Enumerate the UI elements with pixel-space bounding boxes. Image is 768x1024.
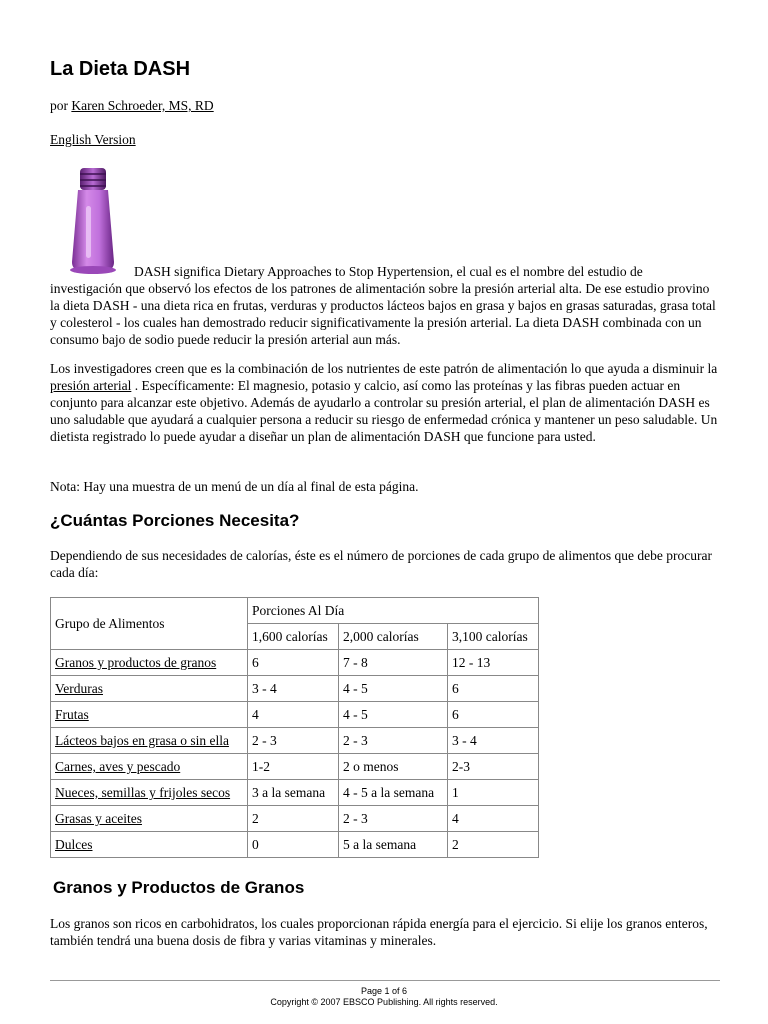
food-group-link[interactable]: Frutas — [55, 707, 89, 722]
research-text-start: Los investigadores creen que es la combinación de los nutrientes de este patrón de alimentación lo que ayuda a disminuir la — [50, 361, 718, 376]
table-row — [51, 780, 539, 806]
english-version-paragraph — [50, 131, 136, 148]
table-cell: 2-3 — [448, 754, 539, 780]
table-cell: 0 — [248, 832, 339, 858]
byline — [50, 97, 214, 114]
calorie-header-cell: 3,100 calorías — [448, 624, 539, 650]
salt-shaker-image — [64, 166, 122, 274]
table-cell: 3 - 4 — [248, 676, 339, 702]
table-cell: 6 — [448, 676, 539, 702]
table-cell: 2 - 3 — [339, 728, 448, 754]
table-row — [51, 676, 539, 702]
table-row — [51, 650, 539, 676]
table-cell: 1 — [448, 780, 539, 806]
portions-intro-paragraph: Dependiendo de sus necesidades de calorías, éste es el número de porciones de cada grupo de alimentos que debe procurar cada día: — [50, 548, 712, 580]
table-cell: 2 o menos — [339, 754, 448, 780]
table-cell: 3 a la semana — [248, 780, 339, 806]
food-group-link[interactable]: Granos y productos de granos — [55, 655, 217, 670]
food-group-link[interactable]: Dulces — [55, 837, 93, 852]
food-group-link[interactable]: Carnes, aves y pescado — [55, 759, 181, 774]
research-text-end: . Específicamente: El magnesio, potasio y calcio, así como las proteínas y las fibras pueden actuar en conjunto para alcanzar este objetivo. Además de ayudarlo a controlar su presión arterial, el plan de alimentación DASH es uno saludable que ayudará a cualquier persona a reducir su riesgo de enfermedad crónica y mantener un peso saludable. Un dietista registrado lo puede ayudar a diseñar un plan de alimentación DASH que funcione para usted. — [50, 378, 718, 444]
table-cell: 2 — [248, 806, 339, 832]
author-link[interactable]: Karen Schroeder, MS, RD — [71, 98, 214, 113]
section-heading-portions: ¿Cuántas Porciones Necesita? — [50, 511, 300, 530]
table-cell: 5 a la semana — [339, 832, 448, 858]
section-heading-grains: Granos y Productos de Granos — [53, 878, 305, 897]
table-cell: 1-2 — [248, 754, 339, 780]
research-paragraph — [50, 360, 718, 445]
page-number: Page 1 of 6 — [360, 986, 408, 996]
food-group-link[interactable]: Nueces, semillas y frijoles secos — [55, 785, 231, 800]
table-cell: 2 - 3 — [339, 806, 448, 832]
table-cell: 4 — [448, 806, 539, 832]
table-cell: 7 - 8 — [339, 650, 448, 676]
intro-paragraph: DASH significa Dietary Approaches to Stop Hypertension, el cual es el nombre del estudio de investigación que observó los efectos de los patrones de alimentación sobre la presión arterial alta. De ese estudio provino la dieta DASH - una dieta rica en frutas, verduras y productos lácteos bajos en grasa y bajos en grasas saturadas, grasa total y colesterol - los cuales han demostrado reducir significativamente la presión arterial. La dieta DASH combinada con un consumo bajo de sodio puede reducir la presión arterial aun más. — [50, 264, 716, 347]
table-cell: 4 — [248, 702, 339, 728]
byline-prefix: por — [50, 98, 72, 113]
portions-table — [50, 597, 539, 858]
table-row — [51, 728, 539, 754]
grains-paragraph: Los granos son ricos en carbohidratos, los cuales proporcionan rápida energía para el ejercicio. Si elije los granos enteros, también tendrá una buena dosis de fibra y varias vitaminas y minerales. — [50, 916, 708, 948]
page-footer — [0, 986, 768, 1008]
blood-pressure-link[interactable]: presión arterial — [50, 378, 132, 393]
copyright-notice: Copyright © 2007 EBSCO Publishing. All rights reserved. — [270, 997, 498, 1007]
food-group-link[interactable]: Grasas y aceites — [55, 811, 142, 826]
table-cell: 4 - 5 — [339, 676, 448, 702]
table-cell: 2 — [448, 832, 539, 858]
table-cell: 4 - 5 a la semana — [339, 780, 448, 806]
table-cell: 4 - 5 — [339, 702, 448, 728]
food-group-link[interactable]: Verduras — [55, 681, 103, 696]
english-version-link[interactable]: English Version — [50, 132, 136, 147]
calorie-header-cell: 2,000 calorías — [339, 624, 448, 650]
table-cell: 2 - 3 — [248, 728, 339, 754]
portions-header-cell: Porciones Al Día — [248, 598, 539, 624]
note-paragraph: Nota: Hay una muestra de un menú de un día al final de esta página. — [50, 479, 419, 494]
group-header-cell: Grupo de Alimentos — [51, 598, 248, 650]
table-row — [51, 754, 539, 780]
calorie-header-cell: 1,600 calorías — [248, 624, 339, 650]
table-row — [51, 806, 539, 832]
table-row — [51, 832, 539, 858]
table-cell: 3 - 4 — [448, 728, 539, 754]
table-row — [51, 702, 539, 728]
table-cell: 12 - 13 — [448, 650, 539, 676]
footer-divider — [50, 980, 720, 981]
page-title: La Dieta DASH — [50, 58, 191, 80]
table-cell: 6 — [248, 650, 339, 676]
table-cell: 6 — [448, 702, 539, 728]
food-group-link[interactable]: Lácteos bajos en grasa o sin ella — [55, 733, 229, 748]
